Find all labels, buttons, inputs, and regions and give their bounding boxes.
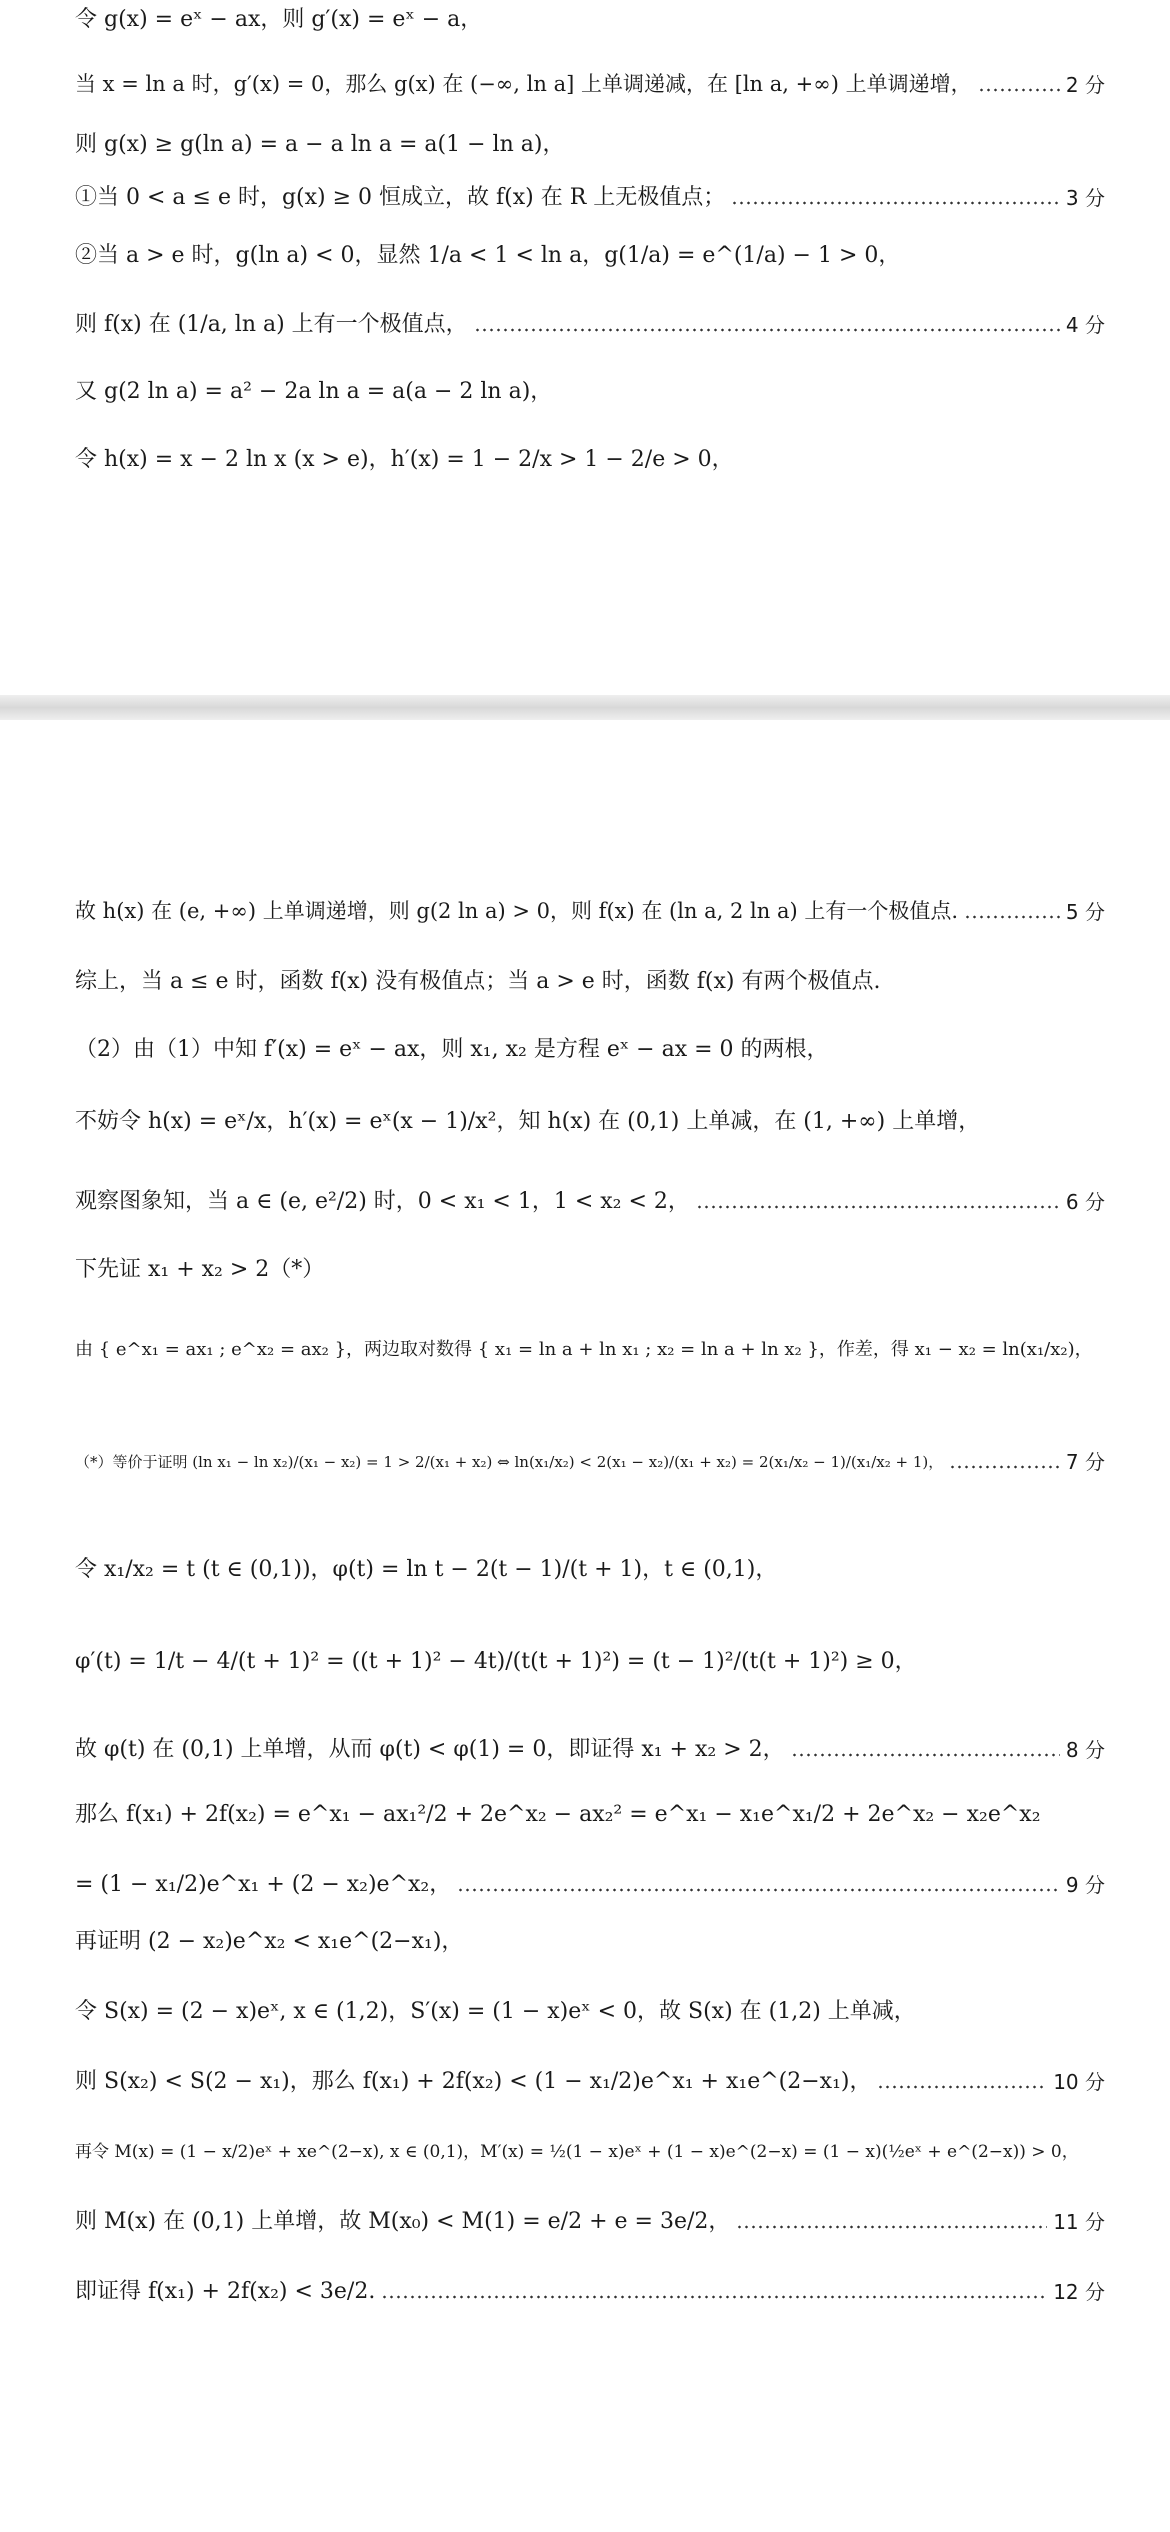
solution-line	[75, 2062, 1105, 2102]
solution-line	[75, 1795, 1105, 1835]
solution-line	[75, 1330, 1105, 1370]
solution-line-text: 令 x₁/x₂ = t (t ∈ (0,1))，φ(t) = ln t − 2(t − 1)/(t + 1)，t ∈ (0,1)，	[75, 1556, 778, 1582]
solution-line	[75, 372, 1105, 412]
leader-dots	[877, 2085, 1047, 2089]
solution-line	[75, 1992, 1105, 2032]
solution-line-text: 下先证 x₁ + x₂ > 2（*）	[75, 1256, 325, 1282]
solution-line-text: 即证得 f(x₁) + 2f(x₂) < 3e/2.	[75, 2278, 376, 2304]
solution-line-text: 综上，当 a ≤ e 时，函数 f(x) 没有极值点；当 a > e 时，函数 f(x) 有两个极值点.	[75, 968, 881, 994]
solution-line	[75, 962, 1105, 1002]
page-separator	[0, 695, 1170, 720]
solution-line	[75, 1250, 1105, 1290]
solution-line-text: 令 h(x) = x − 2 ln x (x > e)，h′(x) = 1 − 2/x > 1 − 2/e > 0，	[75, 446, 734, 472]
solution-line	[75, 1865, 1105, 1905]
score-mark: 3 分	[1065, 186, 1105, 210]
solution-line-text: = (1 − x₁/2)e^x₁ + (2 − x₂)e^x₂，	[75, 1871, 452, 1897]
solution-line-text: 再证明 (2 − x₂)e^x₂ < x₁e^(2−x₁)，	[75, 1928, 464, 1954]
solution-line	[75, 2202, 1105, 2242]
leader-dots	[791, 1753, 1060, 1757]
score-mark: 12 分	[1053, 2280, 1105, 2304]
solution-line	[75, 1922, 1105, 1962]
score-mark: 10 分	[1053, 2070, 1105, 2094]
solution-line	[75, 1550, 1105, 1590]
score-mark: 5 分	[1065, 900, 1105, 924]
score-mark: 2 分	[1065, 73, 1105, 97]
solution-line-text: 则 f(x) 在 (1/a, ln a) 上有一个极值点，	[75, 311, 468, 337]
solution-line-text: 不妨令 h(x) = eˣ/x，h′(x) = eˣ(x − 1)/x²，知 h(x) 在 (0,1) 上单减，在 (1, +∞) 上单增，	[75, 1108, 981, 1134]
solution-line-text: 则 S(x₂) < S(2 − x₁)，那么 f(x₁) + 2f(x₂) < (1 − x₁/2)e^x₁ + x₁e^(2−x₁)，	[75, 2068, 872, 2094]
leader-dots	[731, 201, 1060, 205]
solution-line-text: 故 φ(t) 在 (0,1) 上单增，从而 φ(t) < φ(1) = 0，即证得 x₁ + x₂ > 2，	[75, 1736, 785, 1762]
solution-line-text: 故 h(x) 在 (e, +∞) 上单调递增，则 g(2 ln a) > 0，则 f(x) 在 (ln a, 2 ln a) 上有一个极值点.	[75, 899, 959, 924]
leader-dots	[474, 328, 1060, 332]
score-mark: 9 分	[1065, 1873, 1105, 1897]
leader-dots	[696, 1205, 1060, 1209]
solution-line-text: ②当 a > e 时，g(ln a) < 0，显然 1/a < 1 < ln a，g(1/a) = e^(1/a) − 1 > 0，	[75, 242, 901, 268]
solution-line-text: 令 g(x) = eˣ − ax，则 g′(x) = eˣ − a，	[75, 6, 483, 32]
solution-line	[75, 1102, 1105, 1142]
solution-line	[75, 1030, 1105, 1070]
solution-line	[75, 1182, 1105, 1222]
solution-line	[75, 125, 1105, 165]
leader-dots	[949, 1465, 1060, 1469]
solution-line-text: 则 g(x) ≥ g(ln a) = a − a ln a = a(1 − ln a)，	[75, 131, 565, 157]
solution-line-text: 由 { e^x₁ = ax₁ ; e^x₂ = ax₂ }，两边取对数得 { x₁ = ln a + ln x₁ ; x₂ = ln a + ln x₂ }，作差，得 x₁ − x₂ = ln(x₁/x₂)，	[75, 1339, 1093, 1361]
solution-line	[75, 1730, 1105, 1770]
score-mark: 6 分	[1065, 1190, 1105, 1214]
solution-line-text: 那么 f(x₁) + 2f(x₂) = e^x₁ − ax₁²/2 + 2e^x₂ − ax₂² = e^x₁ − x₁e^x₁/2 + 2e^x₂ − x₂e^x₂	[75, 1801, 1041, 1827]
solution-line	[75, 305, 1105, 345]
solution-line-text: 当 x = ln a 时，g′(x) = 0，那么 g(x) 在 (−∞, ln a] 上单调递减，在 [ln a, +∞) 上单调递增，	[75, 72, 972, 97]
solution-line-text: 再令 M(x) = (1 − x/2)eˣ + xe^(2−x), x ∈ (0,1)，M′(x) = ½(1 − x)eˣ + (1 − x)e^(2−x) = (1 − x)(½eˣ + e^(2−x)) > 0，	[75, 2141, 1079, 2162]
solution-line-text: （*）等价于证明 (ln x₁ − ln x₂)/(x₁ − x₂) = 1 > 2/(x₁ + x₂) ⇔ ln(x₁/x₂) < 2(x₁ − x₂)/(x₁ + x₂) = 2(x₁/x₂ − 1)/(x₁/x₂ + 1)，	[75, 1453, 944, 1471]
solution-line	[75, 2132, 1105, 2172]
solution-line-text: φ′(t) = 1/t − 4/(t + 1)² = ((t + 1)² − 4t)/(t(t + 1)²) = (t − 1)²/(t(t + 1)²) ≥ 0，	[75, 1648, 917, 1674]
solution-line	[75, 1442, 1105, 1482]
solution-line	[75, 2272, 1105, 2312]
solution-line-text: 令 S(x) = (2 − x)eˣ, x ∈ (1,2)，S′(x) = (1 − x)eˣ < 0，故 S(x) 在 (1,2) 上单减，	[75, 1998, 916, 2024]
solution-line	[75, 236, 1105, 276]
leader-dots	[457, 1888, 1060, 1892]
solution-line-text: 则 M(x) 在 (0,1) 上单增，故 M(x₀) < M(1) = e/2 + e = 3e/2，	[75, 2208, 731, 2234]
leader-dots	[381, 2295, 1047, 2299]
score-mark: 11 分	[1053, 2210, 1105, 2234]
solution-line-text: 又 g(2 ln a) = a² − 2a ln a = a(a − 2 ln a)，	[75, 378, 553, 404]
solution-line-text: ①当 0 < a ≤ e 时，g(x) ≥ 0 恒成立，故 f(x) 在 R 上无极值点；	[75, 184, 726, 210]
document-page-1	[0, 0, 1170, 695]
solution-line	[75, 65, 1105, 105]
score-mark: 7 分	[1065, 1450, 1105, 1474]
leader-dots	[736, 2225, 1047, 2229]
solution-line-text: 观察图象知，当 a ∈ (e, e²/2) 时，0 < x₁ < 1，1 < x₂ < 2，	[75, 1188, 690, 1214]
score-mark: 8 分	[1065, 1738, 1105, 1762]
solution-line	[75, 440, 1105, 480]
leader-dots	[964, 915, 1060, 919]
solution-line	[75, 0, 1105, 40]
solution-line-text: （2）由（1）中知 f′(x) = eˣ − ax，则 x₁, x₂ 是方程 eˣ − ax = 0 的两根，	[75, 1036, 829, 1062]
solution-line	[75, 892, 1105, 932]
solution-line	[75, 1642, 1105, 1682]
score-mark: 4 分	[1065, 313, 1105, 337]
document-page-2	[0, 720, 1170, 2532]
leader-dots	[978, 88, 1060, 92]
solution-line	[75, 178, 1105, 218]
